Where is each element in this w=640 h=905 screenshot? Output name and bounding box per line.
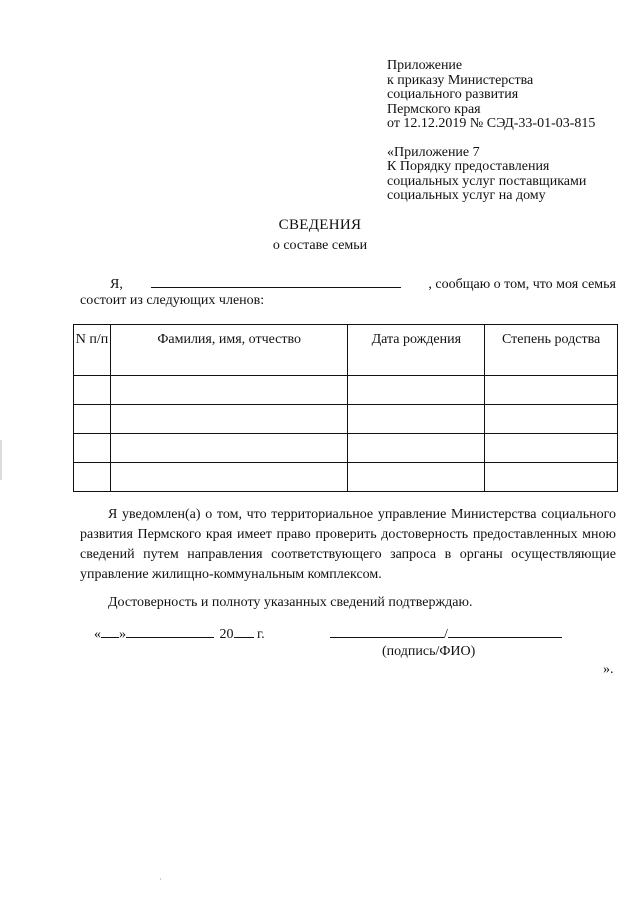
table-cell[interactable] <box>110 376 348 405</box>
header-line: Приложение <box>387 58 463 73</box>
quote-close: » <box>119 627 126 642</box>
month-blank[interactable] <box>126 625 214 638</box>
table-cell[interactable] <box>110 405 348 434</box>
table-cell[interactable] <box>485 463 618 492</box>
header-line: социальных услуг поставщиками <box>387 173 587 189</box>
table-row <box>74 376 618 405</box>
closing-quote: ». <box>603 662 614 677</box>
intro-prefix: Я, <box>110 277 123 292</box>
table-cell[interactable] <box>348 405 485 434</box>
header-line: социальных услуг на дому <box>387 188 546 203</box>
header-line: социального развития <box>387 87 519 102</box>
signature-field <box>330 625 562 643</box>
table-cell[interactable] <box>485 376 618 405</box>
table-cell[interactable] <box>485 405 618 434</box>
date-field <box>94 625 265 643</box>
table-cell[interactable] <box>74 405 111 434</box>
scan-dot <box>160 878 161 880</box>
day-blank[interactable] <box>101 625 119 638</box>
table-row <box>74 405 618 434</box>
signature-blank[interactable] <box>330 625 444 638</box>
name-blank-field[interactable] <box>151 275 401 288</box>
intro-statement <box>80 275 616 309</box>
column-header-birthdate: Дата рождения <box>348 325 485 376</box>
header-line: от 12.12.2019 № СЭД-33-01-03-815 <box>387 116 596 131</box>
appendix-header <box>387 59 632 204</box>
table-cell[interactable] <box>110 463 348 492</box>
header-line: К Порядку предоставления <box>387 159 550 174</box>
column-header-relation: Степень родства <box>485 325 618 376</box>
table-cell[interactable] <box>348 463 485 492</box>
notice-paragraph: Я уведомлен(а) о том, что территориальное управление Министерства социального развития Пермского края имеет право проверить достоверность предоставленных мною сведений путем направления соответствующего запроса в органы осуществляющие управление жилищно-коммунальным комплексом. <box>80 507 616 582</box>
table-cell[interactable] <box>485 434 618 463</box>
signature-caption: (подпись/ФИО) <box>382 644 476 659</box>
table-cell[interactable] <box>74 434 111 463</box>
intro-suffix: , сообщаю о том, что моя семья <box>428 277 616 292</box>
family-members-table <box>73 324 618 492</box>
column-header-number: N п/п <box>74 325 111 376</box>
document-subtitle: о составе семьи <box>272 238 368 253</box>
table-cell[interactable] <box>348 376 485 405</box>
table-cell[interactable] <box>110 434 348 463</box>
header-line: Пермского края <box>387 101 481 117</box>
document-title: СВЕДЕНИЯ <box>278 217 362 233</box>
header-line: к приказу Министерства <box>387 72 534 88</box>
table-cell[interactable] <box>74 463 111 492</box>
year-prefix: 20 <box>219 627 234 642</box>
header-line: «Приложение 7 <box>387 144 480 160</box>
fullname-blank[interactable] <box>448 625 562 638</box>
column-header-fullname: Фамилия, имя, отчество <box>110 325 348 376</box>
signature-separator: / <box>444 627 448 642</box>
quote-open: « <box>94 627 101 642</box>
table-row <box>74 463 618 492</box>
scan-edge-mark <box>0 440 2 480</box>
year-suffix: г. <box>257 627 265 642</box>
table-cell[interactable] <box>348 434 485 463</box>
intro-line2: состоит из следующих членов: <box>80 293 265 308</box>
table-row <box>74 434 618 463</box>
table-header-row <box>74 325 618 376</box>
confirmation-statement: Достоверность и полноту указанных сведений подтверждаю. <box>108 595 473 610</box>
table-cell[interactable] <box>74 376 111 405</box>
year-blank[interactable] <box>234 625 254 638</box>
